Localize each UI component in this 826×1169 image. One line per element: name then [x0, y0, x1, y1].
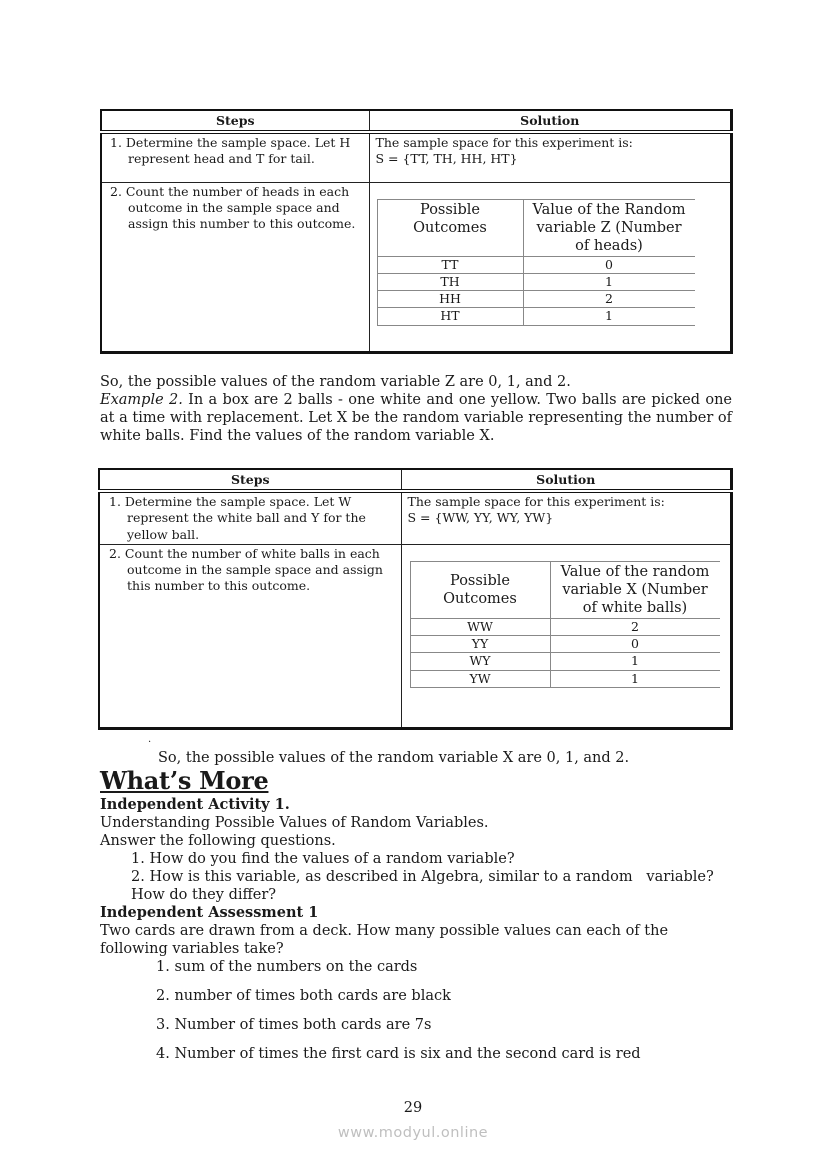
assessment-intro-line-1: Two cards are drawn from a deck. How many possible values can each of the [100, 923, 669, 939]
table-row [101, 182, 732, 353]
question-1: 1. How do you find the values of a random variable? [131, 851, 515, 867]
table-row: TH 1 [377, 273, 695, 290]
solution-header: Solution [369, 110, 732, 132]
solution-line: The sample space for this experiment is: [375, 135, 633, 150]
table-row [99, 544, 732, 728]
assessment-item-4: 4. Number of times the first card is six and the second card is red [156, 1046, 641, 1062]
table-row: YY 0 [410, 636, 720, 653]
question-2-cont: How do they differ? [131, 887, 277, 903]
watermark: www.modyul.online [337, 1125, 489, 1141]
assessment-title: Independent Assessment 1 [100, 904, 319, 921]
table-row: YW 1 [410, 670, 720, 687]
step-1-text: 1. Determine the sample space. Let W represent the white ball and Y for the yellow ball. [109, 494, 366, 542]
stray-dot: . [148, 734, 152, 745]
example2-text: In a box are 2 balls - one white and one yellow. Two balls are picked one at a time with replacement. Let X be the random variable representing the number of white balls. Find the values of the random variable X. [100, 392, 732, 444]
activity-title: Independent Activity 1. [100, 796, 290, 813]
example2-conclusion: So, the possible values of the random variable X are 0, 1, and 2. [158, 750, 630, 766]
whats-more-heading: What’s More [100, 766, 269, 795]
table-row: HH 2 [377, 291, 695, 308]
example2-label: Example 2. [100, 392, 183, 408]
activity-instruction: Answer the following questions. [100, 833, 336, 849]
page-number: 29 [403, 1100, 423, 1116]
activity-subtitle: Understanding Possible Values of Random Variables. [100, 815, 489, 831]
assessment-item-1: 1. sum of the numbers on the cards [156, 959, 418, 975]
table-row: TT 0 [377, 256, 695, 273]
table-row: WY 1 [410, 653, 720, 670]
table-row [101, 132, 732, 182]
step-2-text: 2. Count the number of white balls in each outcome in the sample space and assign this number to this outcome. [109, 545, 383, 594]
example1-steps-table [100, 109, 733, 354]
assessment-item-2: 2. number of times both cards are black [156, 988, 451, 1004]
assessment-intro-line-2: following variables take? [100, 941, 284, 957]
question-2: 2. How is this variable, as described in Algebra, similar to a random variable? [131, 869, 714, 885]
outcomes-header: Possible Outcomes [377, 199, 523, 256]
example1-conclusion: So, the possible values of the random variable Z are 0, 1, and 2. [100, 374, 571, 390]
solution-line: The sample space for this experiment is: [407, 494, 665, 509]
solution-header: Solution [401, 469, 732, 491]
table-header-row [99, 469, 732, 491]
table-row: HT 1 [377, 308, 695, 325]
sample-space: S = {WW, YY, WY, YW} [407, 510, 554, 526]
step-2-text: 2. Count the number of heads in each outcome in the sample space and assign this number to this outcome. [110, 183, 356, 232]
outcomes-table-z [377, 199, 695, 326]
example2-steps-table [98, 468, 733, 730]
outcomes-table-x [410, 561, 720, 688]
table-row [99, 491, 732, 544]
outcomes-header: Possible Outcomes [410, 561, 550, 618]
sample-space: S = {TT, TH, HH, HT} [375, 151, 518, 167]
value-header: Value of the random variable X (Number of white balls) [550, 561, 720, 618]
example2-prompt [100, 391, 732, 445]
assessment-item-3: 3. Number of times both cards are 7s [156, 1017, 432, 1033]
steps-header: Steps [99, 469, 401, 491]
value-header: Value of the Random variable Z (Number of heads) [523, 199, 695, 256]
table-header-row [101, 110, 732, 132]
step-1-text: 1. Determine the sample space. Let H represent head and T for tail. [110, 135, 351, 167]
steps-header: Steps [101, 110, 369, 132]
table-row: WW 2 [410, 618, 720, 635]
